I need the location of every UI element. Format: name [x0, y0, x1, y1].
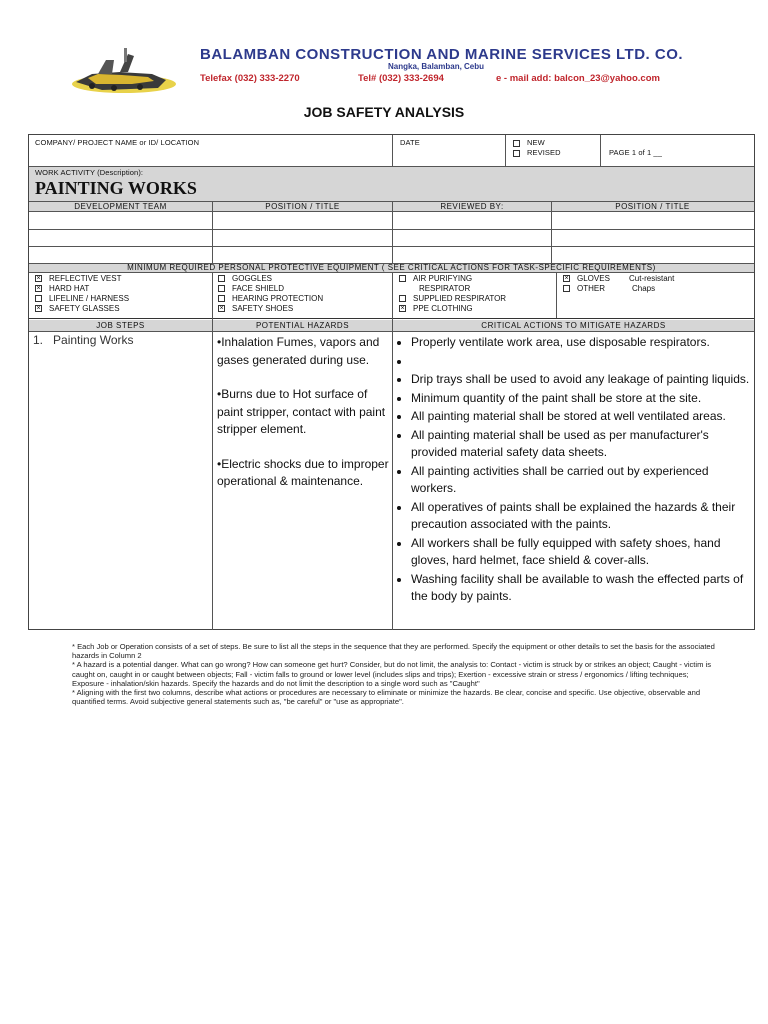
ppe-label: LIFELINE / HARNESS — [49, 294, 130, 303]
footnotes — [72, 642, 720, 706]
header-critical-actions: CRITICAL ACTIONS TO MITIGATE HAZARDS — [481, 321, 666, 330]
header-job-steps: JOB STEPS — [96, 321, 145, 330]
other-note: Chaps — [632, 284, 656, 293]
footnote: * Each Job or Operation consists of a set of steps. Be sure to list all the steps in the sequence that they are performed. Specify the equipment or other details to set the basis for the associated hazards in Column 2 — [72, 642, 715, 661]
company-label: COMPANY/ PROJECT NAME or ID/ LOCATION — [35, 138, 200, 147]
revised-label: REVISED — [527, 148, 561, 157]
hazard-item: •Electric shocks due to improper operational & maintenance. — [217, 456, 389, 488]
face-shield-checkbox[interactable] — [218, 285, 225, 292]
ppe-label: SAFETY GLASSES — [49, 304, 120, 313]
header-potential-hazards: POTENTIAL HAZARDS — [255, 321, 350, 330]
team-header-reviewed: REVIEWED BY: — [440, 202, 504, 211]
jsa-form — [28, 134, 755, 630]
job-step-1: 1. Painting Works — [33, 333, 134, 347]
hazard-item: •Burns due to Hot surface of paint stripper, contact with paint stripper element. — [217, 387, 386, 436]
action-item: • All workers shall be fully equipped with safety shoes, hand gloves, hard helmet, face shield & cover-alls. — [411, 535, 751, 570]
revised-checkbox[interactable] — [513, 150, 520, 157]
hazards-list — [217, 334, 389, 491]
ppe-column-3 — [399, 274, 506, 314]
ppe-label: GLOVES — [577, 274, 610, 283]
new-label: NEW — [527, 138, 545, 147]
ppe-column-2 — [218, 274, 323, 314]
company-address: Nangka, Balamban, Cebu — [388, 62, 485, 71]
team-header-position: POSITION / TITLE — [265, 202, 340, 211]
team-header-development: DEVELOPMENT TEAM — [74, 202, 167, 211]
team-header-position-2: POSITION / TITLE — [615, 202, 690, 211]
action-item: • Drip trays shall be used to avoid any leakage of painting liquids. — [411, 371, 751, 389]
action-item: • All painting material shall be stored at well ventilated areas. — [411, 408, 751, 426]
ppe-label: GOGGLES — [232, 274, 273, 283]
ppe-label: PPE CLOTHING — [413, 304, 473, 313]
action-item: • Properly ventilate work area, use disposable respirators. — [411, 334, 751, 352]
action-item: • All painting material shall be used as per manufacturer's provided material safety data sheets. — [411, 427, 751, 462]
gloves-checkbox[interactable] — [563, 275, 570, 282]
ppe-label: AIR PURIFYING — [413, 274, 473, 283]
reflective-vest-checkbox[interactable] — [35, 275, 42, 282]
ppe-column-4 — [563, 274, 674, 294]
ppe-label: REFLECTIVE VEST — [49, 274, 122, 283]
hearing-protection-checkbox[interactable] — [218, 295, 225, 302]
work-activity-value: PAINTING WORKS — [35, 178, 197, 198]
footnote: * A hazard is a potential danger. What can go wrong? How can someone get hurt? Consider, but do not limit, the analysis to: Contact - victim is struck by or strikes an object; Caught - victim is caught on, caught in or caught between objects; Fall - victim falls to ground or lower level (includes slips and trips); Exertion - excessive strain or stress / ergonomics / lifting techniques; Exposure - inhalation/skin hazards. Specify the hazards and do not limit the description to a single word such as "Caught" — [72, 660, 712, 688]
work-activity-row — [29, 167, 754, 202]
ppe-label: HEARING PROTECTION — [232, 294, 324, 303]
telephone: Tel# (032) 333-2694 — [358, 73, 444, 84]
hard-hat-checkbox[interactable] — [35, 285, 42, 292]
lifeline-harness-checkbox[interactable] — [35, 295, 42, 302]
ppe-label: SAFETY SHOES — [232, 304, 294, 313]
ppe-label: RESPIRATOR — [419, 284, 471, 293]
action-item: • Washing facility shall be available to wash the effected parts of the body by paints. — [411, 571, 751, 606]
ppe-label: FACE SHIELD — [232, 284, 285, 293]
company-name: BALAMBAN CONSTRUCTION AND MARINE SERVICES LTD. CO. — [200, 46, 684, 63]
ppe-header: MINIMUM REQUIRED PERSONAL PROTECTIVE EQUIPMENT ( SEE CRITICAL ACTIONS FOR TASK-SPECIFIC REQUIREMENTS) — [127, 263, 656, 272]
safety-glasses-checkbox[interactable] — [35, 305, 42, 312]
ppe-label: OTHER — [577, 284, 605, 293]
supplied-respirator-checkbox[interactable] — [399, 295, 406, 302]
telefax: Telefax (032) 333-2270 — [200, 73, 300, 84]
gloves-note: Cut-resistant — [629, 274, 675, 283]
ppe-clothing-checkbox[interactable] — [399, 305, 406, 312]
document-title: JOB SAFETY ANALYSIS — [303, 104, 465, 120]
hazard-item: •Inhalation Fumes, vapors and gases generated during use. — [217, 335, 380, 367]
page-label: PAGE 1 of 1 __ — [609, 148, 662, 157]
work-activity-label: WORK ACTIVITY (Description): — [35, 168, 144, 177]
safety-shoes-checkbox[interactable] — [218, 305, 225, 312]
air-purifying-respirator-checkbox[interactable] — [399, 275, 406, 282]
footnote: * Aligning with the first two columns, describe what actions or procedures are necessary to eliminate or minimize the hazards. Be clear, concise and specific. Use objective, observable and quantified terms. Avoid subjective general statements such as, "be careful" or "use as appropriate". — [72, 688, 701, 707]
status-checkboxes — [513, 138, 561, 158]
action-item — [411, 353, 751, 371]
goggles-checkbox[interactable] — [218, 275, 225, 282]
actions-list — [395, 334, 751, 607]
date-label: DATE — [400, 138, 420, 147]
ppe-column-1 — [35, 274, 129, 314]
new-checkbox[interactable] — [513, 140, 520, 147]
action-item: • All painting activities shall be carried out by experienced workers. — [411, 463, 751, 498]
ppe-label: HARD HAT — [49, 284, 90, 293]
email: e - mail add: balcon_23@yahoo.com — [496, 73, 660, 84]
ppe-label: SUPPLIED RESPIRATOR — [413, 294, 507, 303]
action-item: • All operatives of paints shall be explained the hazards & their precaution associated with the paints. — [411, 499, 751, 534]
company-logo — [62, 44, 180, 104]
company-contact — [200, 73, 660, 84]
other-checkbox[interactable] — [563, 285, 570, 292]
action-item: • Minimum quantity of the paint shall be store at the site. — [411, 390, 751, 408]
